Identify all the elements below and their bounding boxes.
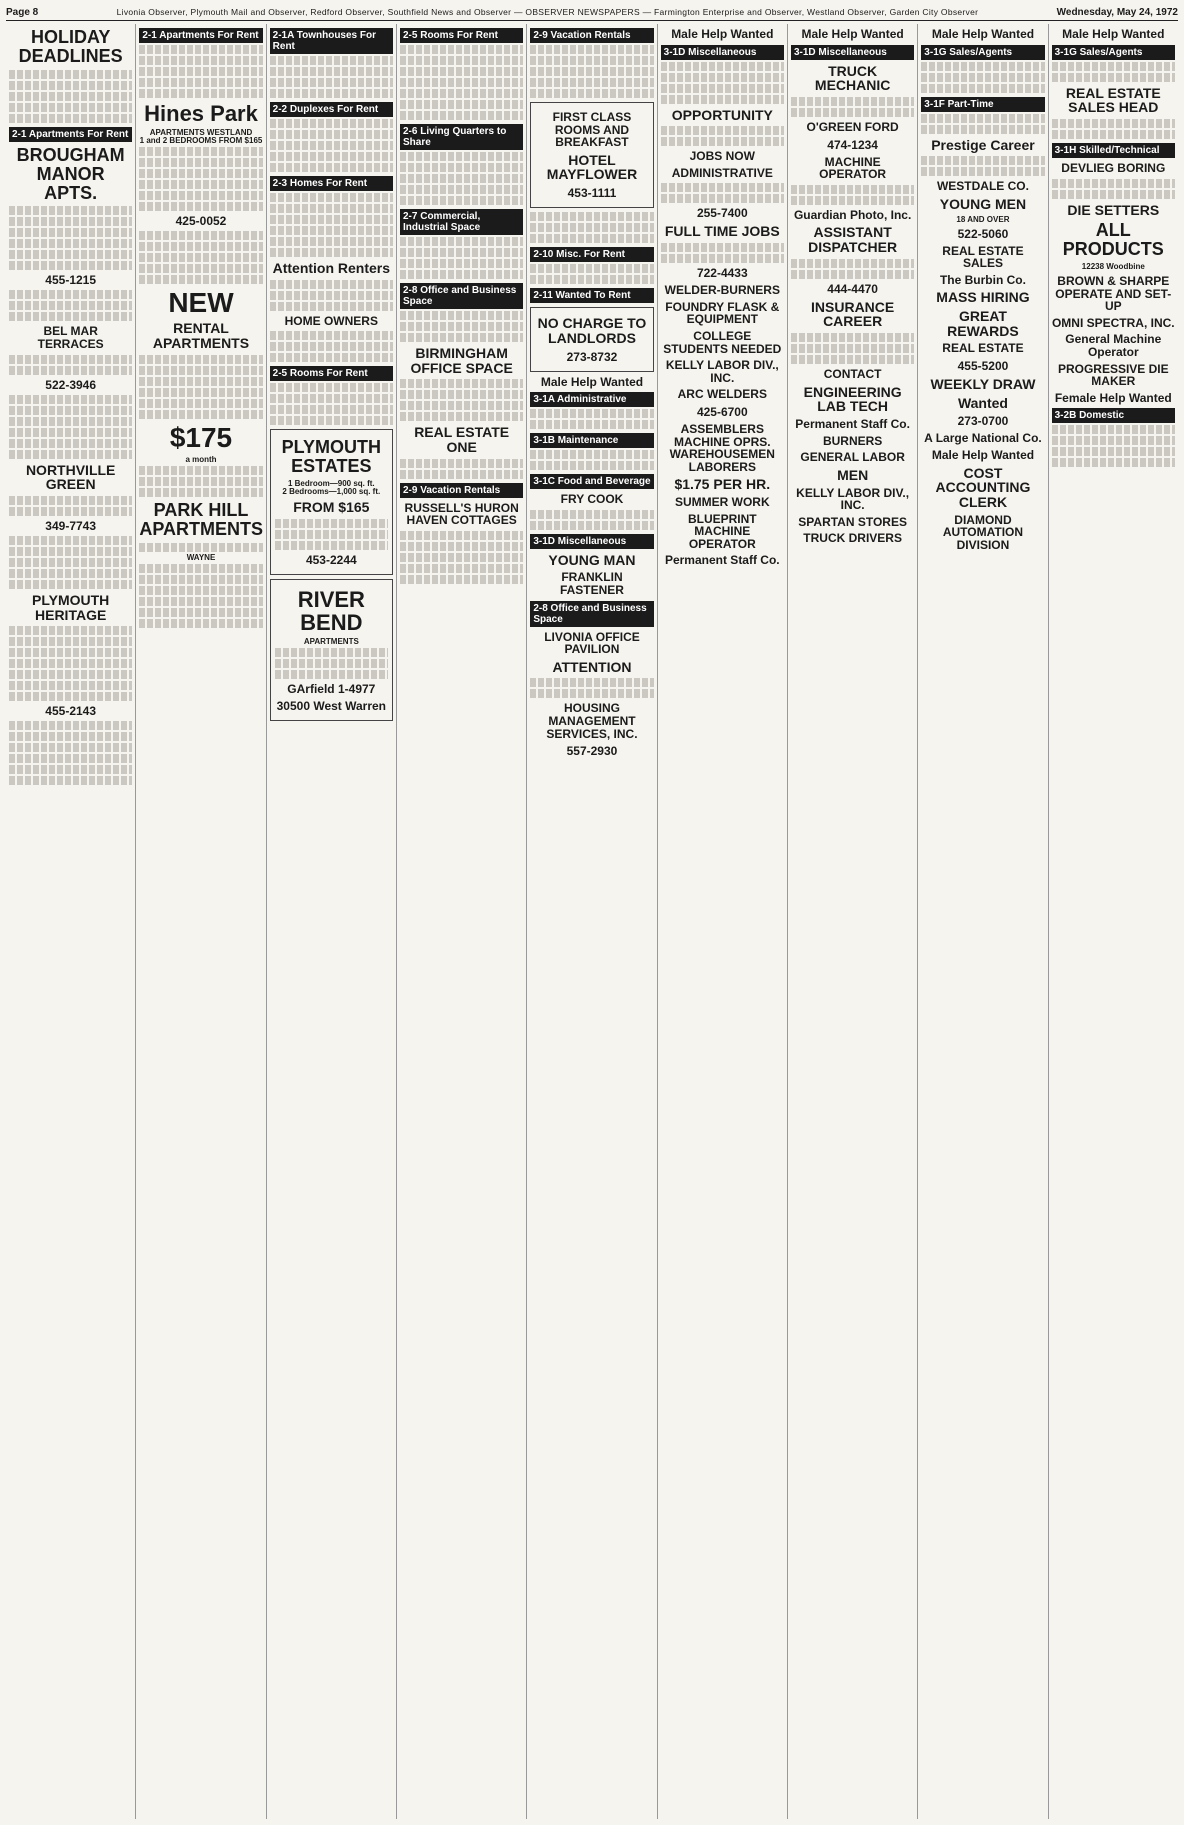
park-hill-title: PARK HILL APARTMENTS [139,500,263,540]
general-machine: General Machine Operator [1065,332,1162,359]
column-9 [1049,24,1178,1819]
general-labor: GENERAL LABOR [800,450,905,465]
ogreen-phone: 474-1234 [827,137,878,152]
section-maintenance: 3-1B Maintenance [530,433,653,448]
arc-phone: 425-6700 [696,404,748,419]
brougham-title: BROUGHAM MANOR APTS. [16,144,125,203]
ogreen-ford: O'GREEN FORD [806,119,899,134]
prestige-career: Prestige Career [931,136,1035,153]
attention-renters: Attention Renters [272,260,391,276]
section-food: 3-1C Food and Beverage [530,474,653,489]
national-co: A Large National Co. [924,431,1042,446]
die-setters: DIE SETTERS [1067,201,1160,218]
pe-from: FROM $165 [293,499,370,516]
belmar-title: BEL MAR TERRACES [37,324,104,352]
weekly-draw: WEEKLY DRAW [930,376,1036,392]
spartan-stores: SPARTAN STORES [798,514,907,529]
river-bend-address: 30500 West Warren [276,698,387,713]
brougham-phone: 455-1215 [45,273,97,288]
section-wanted-rent: 2-11 Wanted To Rent [530,288,653,303]
column-6 [658,24,788,1819]
male-help-5: Male Help Wanted [540,374,644,389]
section-admin: 3-1A Administrative [530,392,653,407]
omni-spectra: OMNI SPECTRA, INC. [1051,315,1175,330]
section-vacation: 2-9 Vacation Rentals [400,483,523,498]
section-domestic: 3-2B Domestic [1052,408,1175,423]
plymouth-estates-title: PLYMOUTH ESTATES [281,437,381,477]
classified-columns [6,24,1178,1819]
section-rooms-2: 2-5 Rooms For Rent [400,28,523,43]
home-owners: HOME OWNERS [284,313,378,328]
pe-sub-2: 2 Bedrooms—1,000 sq. ft. [282,487,381,497]
permanent-staff-7: Permanent Staff Co. [795,417,910,432]
engineering-lab: ENGINEERING LAB TECH [803,383,902,415]
male-help-7: Male Help Wanted [801,27,904,41]
section-share: 2-6 Living Quarters to Share [400,124,523,150]
assemblers: ASSEMBLERS MACHINE OPRS. WAREHOUSEMEN LABORERS [669,421,775,474]
hotel-mayflower: HOTEL MAYFLOWER [546,151,638,183]
section-apartments-rent: 2-1 Apartments For Rent [9,127,132,142]
section-rooms: 2-5 Rooms For Rent [270,366,393,381]
wanted: Wanted [957,394,1008,411]
masthead [6,4,1178,21]
plymouth-estates-ad [270,429,393,574]
male-help-6: Male Help Wanted [671,27,774,41]
franklin-fastener: FRANKLIN FASTENER [559,570,624,597]
administrative: ADMINISTRATIVE [671,165,773,180]
livonia-pavilion: LIVONIA OFFICE PAVILION [544,629,640,657]
column-3 [267,24,397,1819]
section-apartments-rent-2: 2-1 Apartments For Rent [139,28,262,43]
paper-date: Wednesday, May 24, 1972 [1056,6,1178,18]
real-estate-2: REAL ESTATE [942,341,1024,356]
great-rewards: GREAT REWARDS [947,308,1019,339]
section-misc-rent: 2-10 Misc. For Rent [530,247,653,262]
young-men-phone: 522-5060 [957,226,1009,241]
jobs-now: JOBS NOW [689,149,755,164]
re2-phone: 455-5200 [957,359,1009,373]
section-townhouses: 2-1A Townhouses For Rent [270,28,393,54]
cost-accounting: COST ACCOUNTING CLERK [935,464,1031,510]
river-bend-ad [270,579,393,721]
northville-phone: 349-7743 [45,519,97,534]
section-parttime: 3-1F Part-Time [921,97,1044,112]
devlieg-boring: DEVLIEG BORING [1061,160,1166,175]
section-duplexes: 2-2 Duplexes For Rent [270,102,393,117]
belmar-phone: 522-3946 [45,377,97,392]
rent-price: $175 [169,421,233,453]
new-title: NEW [168,287,234,319]
summer-work: SUMMER WORK [674,494,770,509]
permanent-staff-6: Permanent Staff Co. [664,553,780,568]
assistant-dispatcher: ASSISTANT DISPATCHER [808,224,898,256]
hines-park-title: Hines Park [144,101,258,126]
progressive-die: PROGRESSIVE DIE MAKER [1057,361,1169,389]
huron-haven: RUSSELL'S HURON HAVEN COTTAGES [404,500,519,528]
male-help-9: Male Help Wanted [1062,27,1165,41]
full-time-jobs: FULL TIME JOBS [664,223,780,240]
section-office-biz: 2-8 Office and Business Space [530,601,653,627]
section-industrial: 2-7 Commercial, Industrial Space [400,209,523,235]
section-sales-8: 3-1G Sales/Agents [921,45,1044,60]
column-2 [136,24,266,1819]
arc-welders: ARC WELDERS [677,387,767,402]
column-1 [6,24,136,1819]
hines-sub: APARTMENTS WESTLAND [149,128,253,138]
section-homes: 2-3 Homes For Rent [270,176,393,191]
diamond-automation: DIAMOND AUTOMATION DIVISION [942,512,1024,552]
welder-burners: WELDER-BURNERS [664,283,780,298]
female-help: Female Help Wanted [1054,390,1172,405]
column-7 [788,24,918,1819]
plymouth-phone: 455-2143 [45,704,97,719]
real-estate-one: REAL ESTATE ONE [414,424,510,456]
river-bend-title: RIVER BEND [297,586,365,635]
westdale: WESTDALE CO. [936,179,1029,194]
machine-operator: MACHINE OPERATOR [819,154,887,182]
foundry: FOUNDRY FLASK & EQUIPMENT [665,299,780,327]
park-hill-city: WAYNE [186,553,216,563]
guardian-photo: Guardian Photo, Inc. [793,207,912,222]
paper-title: Livonia Observer, Plymouth Mail and Observer, Redford Observer, Southfield News and Observer — OBSERVER NEWSPAPERS — Farmington Enterprise and Observer, Westland Observer, Garden City Observer [116,7,979,17]
column-8 [918,24,1048,1819]
insurance-career: INSURANCE CAREER [811,298,895,330]
blueprint-op: BLUEPRINT MACHINE OPERATOR [687,511,757,551]
northville-title: NORTHVILLE GREEN [25,461,116,493]
men: MEN [837,466,869,483]
section-sales-9: 3-1G Sales/Agents [1052,45,1175,60]
phone-255: 255-7400 [696,206,748,221]
birmingham-office: BIRMINGHAM OFFICE SPACE [410,345,513,376]
section-misc: 3-1D Miscellaneous [530,534,653,549]
brown-sharpe: BROWN & SHARPE OPERATE AND SET-UP [1055,274,1172,314]
river-bend-sub: APARTMENTS [303,636,359,646]
re-sales-head: REAL ESTATE SALES HEAD [1065,84,1161,116]
fry-cook: FRY COOK [560,492,624,507]
section-vacation-2: 2-9 Vacation Rentals [530,28,653,43]
pe-phone: 453-2244 [305,552,357,567]
young-men: YOUNG MEN [939,195,1027,212]
male-help-8b: Male Help Wanted [931,447,1035,462]
college-students: COLLEGE STUDENTS NEEDED [663,328,782,356]
all-products-address: 12238 Woodbine [1081,262,1145,272]
housing-phone: 557-2930 [566,744,618,759]
male-help-8: Male Help Wanted [931,27,1035,41]
hotel-ad [530,102,653,208]
section-misc-6: 3-1D Miscellaneous [661,45,784,60]
kelly-labor-6: KELLY LABOR DIV., INC. [665,358,779,385]
plymouth-heritage: PLYMOUTH HERITAGE [32,592,110,623]
river-bend-phone: GArfield 1-4977 [287,681,376,696]
rental-apartments: RENTAL APARTMENTS [152,320,250,352]
real-estate-sales: REAL ESTATE SALES [942,243,1024,271]
truck-drivers: TRUCK DRIVERS [803,531,902,546]
column-5 [527,24,657,1819]
young-men-age: 18 AND OVER [956,214,1010,224]
no-charge: NO CHARGE TO LANDLORDS [537,315,647,346]
no-charge-phone: 273-8732 [566,349,618,364]
no-charge-ad [530,307,653,371]
contact: CONTACT [823,367,882,382]
attention-ad: ATTENTION [552,658,632,675]
dispatcher-phone: 444-4470 [827,281,878,296]
rent-price-sub: a month [185,455,217,465]
housing-mgmt: HOUSING MANAGEMENT SERVICES, INC. [546,701,638,741]
first-class-rooms: FIRST CLASS ROOMS AND BREAKFAST [552,110,632,150]
wage: $1.75 PER HR. [674,476,771,493]
opportunity: OPPORTUNITY [671,106,773,123]
mass-hiring: MASS HIRING [936,289,1030,306]
all-products: ALL PRODUCTS [1062,220,1164,260]
truck-mechanic: TRUCK MECHANIC [814,62,891,94]
holiday-deadlines: HOLIDAY DEADLINES [18,27,123,66]
page-number: Page 8 [6,6,39,18]
young-man: YOUNG MAN [548,551,636,568]
section-office: 2-8 Office and Business Space [400,283,523,309]
section-misc-7: 3-1D Miscellaneous [791,45,914,60]
column-4 [397,24,527,1819]
kelly-labor-7: KELLY LABOR DIV., INC. [796,485,910,513]
wanted-phone: 273-0700 [957,414,1009,429]
phone-722: 722-4433 [696,266,748,281]
pe-sub-1: 1 Bedroom—900 sq. ft. [287,479,375,489]
hines-price: 1 and 2 BEDROOMS FROM $165 [139,136,263,146]
section-skilled: 3-1H Skilled/Technical [1052,143,1175,158]
burbin-co: The Burbin Co. [939,272,1026,287]
hotel-phone: 453-1111 [567,186,617,201]
burners: BURNERS [822,433,883,448]
hines-phone: 425-0052 [175,214,227,229]
